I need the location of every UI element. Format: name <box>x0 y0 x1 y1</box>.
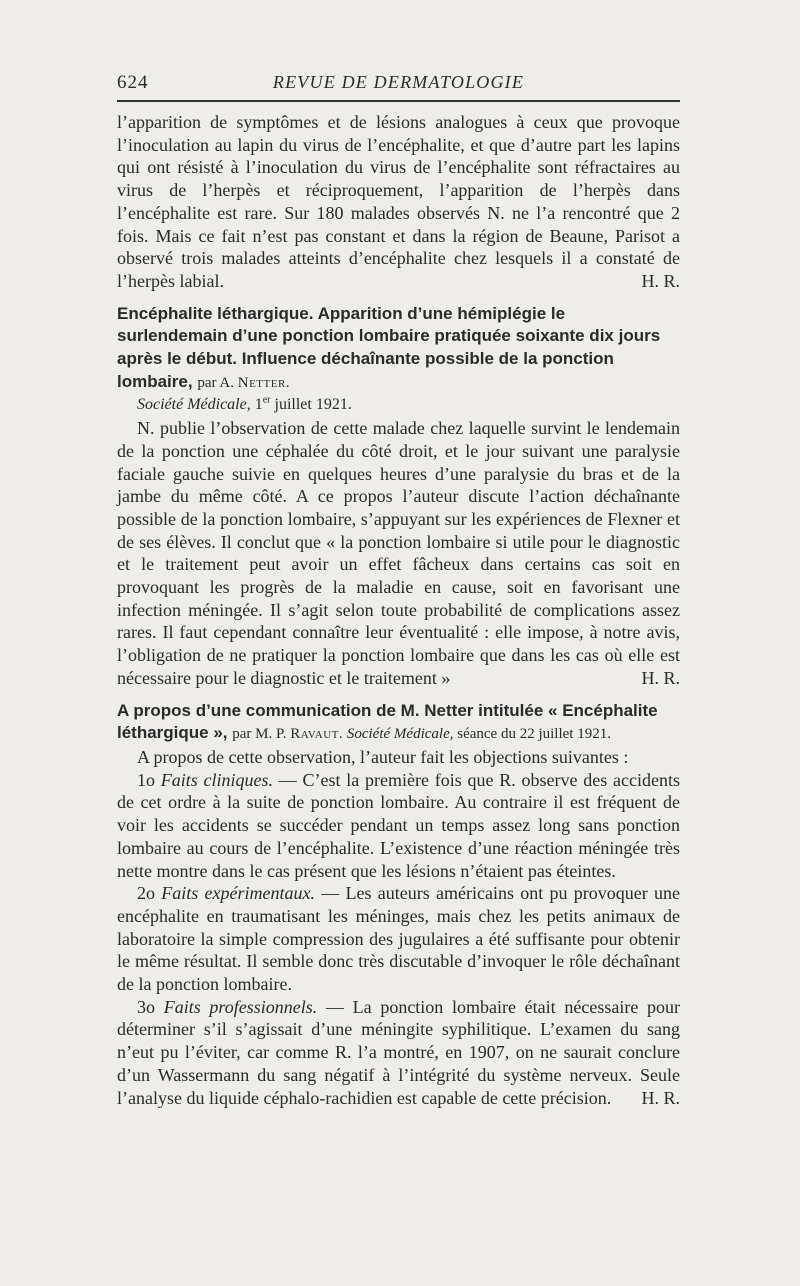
signature: H. R. <box>641 270 680 291</box>
page-number: 624 <box>117 72 149 93</box>
signature: H. R. <box>641 667 680 688</box>
author-name: Ravaut. <box>290 726 344 743</box>
author-name: Netter. <box>237 374 291 391</box>
signature: H. R. <box>641 1087 680 1108</box>
header-rule <box>117 100 680 102</box>
paragraph-continued: l’apparition de symptômes et de lésions analogues à ceux que provoque l’inoculation au lapin du virus de l’encéphalite, et que d’autre part les lapins qui ont résisté à l’inoculation du virus de l’encéphalite sont réfractaires au virus de l’herpès et réciproquement, l’apparition de l’herpès dans l’encéphalite est rare. Sur 180 malades observés N. ne l’a rencontré que 2 fois. Mais ce fait n’est pas constant et dans la région de Beaune, Parisot a observé trois malades atteints d’encéphalite chez lesquels il a constaté de l’herpès labial. H. R. <box>117 112 680 291</box>
citation: Société Médicale, 1er juillet 1921. <box>137 395 352 414</box>
journal-name: Société Médicale, <box>346 726 454 743</box>
journal-name: Société Médicale, <box>137 396 251 414</box>
author-line: par A. Netter. <box>197 374 291 391</box>
point-1: 1o Faits cliniques. — C’est la première fois que R. observe des accidents de cet ordre à la suite de ponction lombaire. Au contraire il est fréquent de voir les accidents se succéder pendant un temps assez long sans ponction lombaire au cours de l’encéphalite. L’existence d’une réaction méningée très nette montre dans le cas présent que les lésions n’étaient pas éteintes. <box>117 769 680 881</box>
point-3: 3o Faits professionnels. — La ponction lombaire était nécessaire pour déterminer s’il s’agissait d’une méningite syphilitique. L’examen du sang n’eut pu l’éviter, car comme R. l’a montré, en 1907, on ne saurait conclure d’un Wassermann du sang négatif à l’intégrité du système nerveux. Seule l’analyse du liquide céphalo-rachidien est capable de cette précision. H. R. <box>117 996 680 1108</box>
running-title: REVUE DE DERMATOLOGIE <box>272 72 525 92</box>
article-body: N. publie l’observation de cette malade chez laquelle survint le lendemain de la ponction une céphalée du côté droit, et le jour suivant une paralysie faciale gauche suivie en quelques heures d’une paralysie du bras et de la jambe du même côté. A ce propos l’auteur discute l’action déchaînante possible de la ponction lombaire, s’appuyant sur les expériences de Flexner et de ses élèves. Il conclut que « la ponction lombaire si utile pour le diagnostic et le traitement peut avoir un effet fâcheux dans certains cas soit en provoquant les progrès de la maladie en cause, soit en favorisant une infection méningée. Il s’agit selon toute probabilité de complications assez rares. Il faut cependant connaître leur éventualité : elle impose, à notre avis, l’obligation de ne pratiquer la ponction lombaire que dans les cas où elle est nécessaire pour le diagnostic et le traitement » H. R. <box>117 418 680 688</box>
article-intro: A propos de cette observation, l’auteur fait les objections suivantes : <box>137 746 629 767</box>
author-line: par M. P. Ravaut. Société Médicale, séance du 22 juillet 1921. <box>232 726 611 743</box>
article-title: Encéphalite léthargique. Apparition d’une hémiplégie le surlendemain d’une ponction lombaire pratiquée soixante dix jours après le début. Influence déchaînante possible de la ponction lombaire, par A. Netter. Société Médicale, 1er juillet 1921. <box>117 303 680 418</box>
article-title: A propos d’une communication de M. Netter intitulée « Encéphalite léthargique », par M. P. Ravaut. Société Médicale, séance du 22 juillet 1921. <box>117 700 658 743</box>
body-text <box>117 111 680 1109</box>
page-header <box>117 64 680 94</box>
point-2: 2o Faits expérimentaux. — Les auteurs américains ont pu provoquer une encéphalite en traumatisant les méninges, mais chez les petits animaux de laboratoire la simple compression des jugulaires a été suffisante pour obtenir le même résultat. Il semble donc très discutable d’invoquer le rôle déchaînant de la ponction lombaire. <box>117 883 680 995</box>
